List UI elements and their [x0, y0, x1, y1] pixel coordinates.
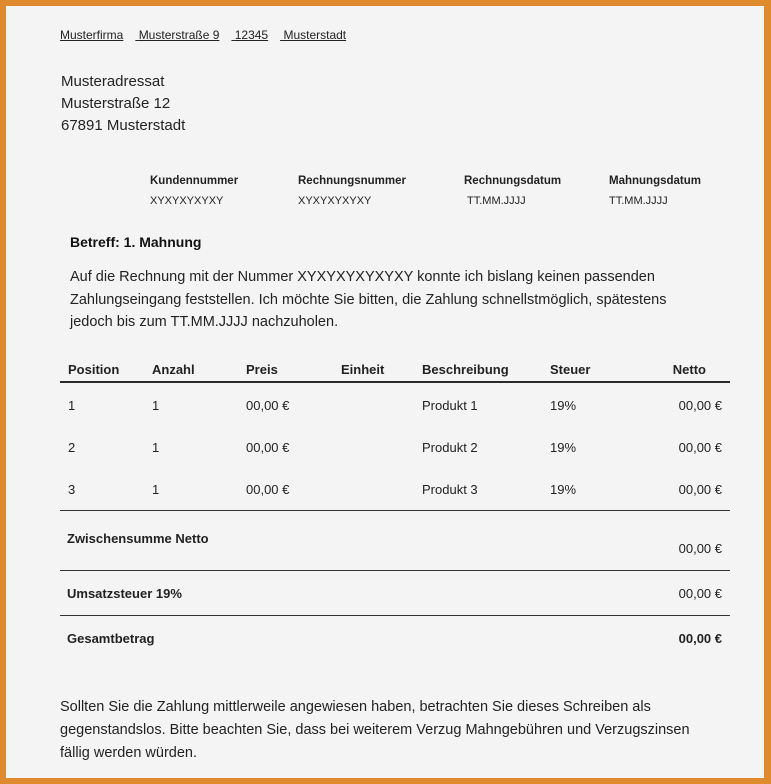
col-header-position: Position: [68, 362, 120, 377]
cell-position: 3: [68, 482, 76, 497]
cell-quantity: 1: [152, 482, 160, 497]
cell-tax: 19%: [550, 482, 577, 497]
recipient-address: [61, 71, 185, 137]
cell-net: 00,00 €: [678, 398, 722, 413]
cell-description: Produkt 3: [422, 482, 478, 497]
cell-description: Produkt 1: [422, 398, 478, 413]
customer-number-value: XYXYXYXYXY: [150, 195, 224, 207]
sender-address-line: [60, 28, 346, 42]
subtotal-label: Zwischensumme Netto: [67, 531, 209, 546]
cell-position: 1: [68, 398, 76, 413]
cell-quantity: 1: [152, 398, 160, 413]
cell-position: 2: [68, 440, 76, 455]
col-header-price: Preis: [246, 362, 278, 377]
cell-tax: 19%: [550, 440, 577, 455]
closing-line: gegenstandslos. Bitte beachten Sie, dass bei weiterem Verzug Mahngebühren und Verzugszinsen: [60, 722, 690, 738]
letter-page: [6, 6, 764, 778]
cell-price: 00,00 €: [246, 398, 290, 413]
recipient-street: Musterstraße 12: [61, 95, 171, 112]
intro-line: Auf die Rechnung mit der Nummer XYXYXYXYXYXY konnte ich bislang keinen passenden: [70, 269, 655, 285]
reminder-date-label: Mahnungsdatum: [609, 175, 701, 187]
subtotal-divider: [60, 570, 730, 571]
intro-line: Zahlungseingang feststellen. Ich möchte Sie bitten, die Zahlung schnellstmöglich, spätestens: [70, 291, 667, 308]
closing-line: fällig werden würden.: [60, 745, 198, 761]
col-header-tax: Steuer: [550, 362, 591, 377]
sender-street: Musterstraße 9: [138, 28, 220, 42]
total-value: 00,00 €: [678, 631, 722, 646]
table-body-divider: [60, 510, 730, 511]
customer-number-label: Kundennummer: [150, 175, 239, 187]
intro-paragraph: [70, 266, 730, 334]
vat-divider: [60, 615, 730, 616]
cell-price: 00,00 €: [246, 440, 290, 455]
recipient-name: Musteradressat: [61, 73, 165, 90]
cell-net: 00,00 €: [678, 440, 722, 455]
col-header-net: Netto: [672, 362, 706, 377]
reminder-date-value: TT.MM.JJJJ: [609, 195, 668, 207]
recipient-city: 67891 Musterstadt: [61, 117, 186, 134]
sender-city: Musterstadt: [283, 28, 347, 42]
vat-label: Umsatzsteuer 19%: [67, 586, 182, 601]
subtotal-value: 00,00 €: [678, 541, 722, 556]
sender-company: Musterfirma: [60, 28, 124, 42]
invoice-number-label: Rechnungsnummer: [298, 175, 406, 187]
closing-line: Sollten Sie die Zahlung mittlerweile angewiesen haben, betrachten Sie dieses Schreiben als: [60, 699, 651, 715]
table-header-divider: [60, 381, 730, 383]
cell-tax: 19%: [550, 398, 577, 413]
invoice-date-label: Rechnungsdatum: [464, 175, 562, 187]
invoice-date-value: TT.MM.JJJJ: [467, 195, 526, 207]
closing-paragraph: [60, 696, 690, 765]
sender-zip: 12345: [234, 28, 269, 42]
cell-quantity: 1: [152, 440, 160, 455]
subject-heading: Betreff: 1. Mahnung: [70, 234, 202, 250]
invoice-number-value: XYXYXYXYXY: [298, 195, 372, 207]
vat-value: 00,00 €: [678, 586, 722, 601]
cell-net: 00,00 €: [678, 482, 722, 497]
cell-description: Produkt 2: [422, 440, 478, 455]
intro-line: jedoch bis zum TT.MM.JJJJ nachzuholen.: [70, 314, 339, 330]
col-header-description: Beschreibung: [422, 362, 509, 377]
col-header-unit: Einheit: [341, 362, 385, 377]
cell-price: 00,00 €: [246, 482, 290, 497]
col-header-quantity: Anzahl: [152, 362, 195, 377]
total-label: Gesamtbetrag: [67, 631, 155, 646]
